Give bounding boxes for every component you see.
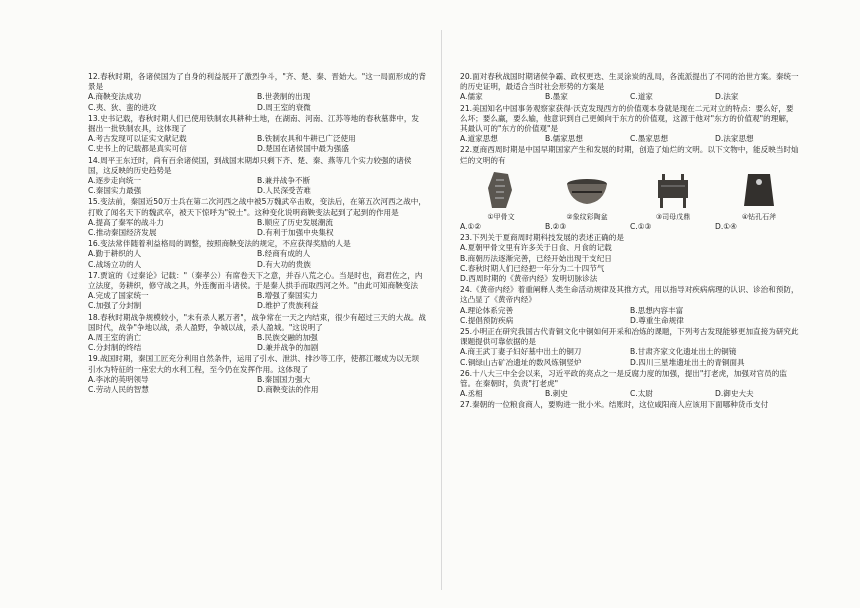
answer-option[interactable]: D.维护了贵族利益 <box>257 301 319 311</box>
question-block <box>88 313 426 355</box>
question-stem: 14.周平王东迁时，尚有百余诸侯国，到战国末期却只剩下齐、楚、秦、燕等几个实力较强的诸侯国，这反映的历史趋势是 <box>88 155 412 175</box>
answer-options <box>88 375 426 395</box>
answer-option[interactable]: C.战场立功的人 <box>88 259 142 269</box>
question-block <box>88 197 426 239</box>
artifact-images <box>466 170 794 222</box>
answer-option[interactable]: C.铜绿山古矿冶遗址的数风炼铜竖炉 <box>460 357 582 367</box>
question-stem: 27.秦朝的一位粮食商人，要购进一批小米。结账时，这位咸阳商人应该用下面哪种货币支付 <box>460 400 769 410</box>
answer-option[interactable]: C.加强了分封制 <box>88 301 142 311</box>
answer-options <box>460 347 800 367</box>
answer-option[interactable]: B.秦国国力强大 <box>257 374 311 384</box>
question-stem: 25.小明正在研究我国古代青铜文化中铜如何开采和冶炼的课题，下列考古发现能够更加直接为研究此课题提供可靠依据的是 <box>460 327 799 347</box>
answer-option[interactable]: A.商鞅变法成功 <box>88 92 142 102</box>
artifact-figure <box>724 170 794 222</box>
answer-options <box>460 222 800 232</box>
question-block <box>88 114 426 156</box>
question-stem: 17.贾谊的《过秦论》记载："（秦孝公）有席卷天下之意，并吞八荒之心。当是时也，商君佐之，内立法度，务耕织，修守战之具，外连衡而斗诸侯。于是秦人拱手而取西河之外。"由此可知商鞅变法 <box>88 270 423 291</box>
answer-option[interactable]: D.周王室的衰微 <box>257 102 311 112</box>
question-block <box>460 285 800 327</box>
question-stem: 18.春秋时期战争规模较小，"未有杀人累万者"，战争常在一天之内结束，很少有超过三天的大战。战国时代，战争"争地以战，杀人盈野，争城以战，杀人盈城。"这说明了 <box>88 312 426 332</box>
answer-option[interactable]: D.有利于加强中央集权 <box>257 228 334 238</box>
answer-option[interactable]: B.兼并战争不断 <box>257 176 311 186</box>
answer-option[interactable]: C.提倡预防疾病 <box>460 315 514 325</box>
artifact-figure <box>638 170 708 222</box>
answer-option[interactable]: B.民族交融的加强 <box>257 333 318 343</box>
answer-options <box>460 134 800 144</box>
question-block <box>460 327 800 369</box>
question-block <box>460 104 800 146</box>
left-column <box>88 72 426 396</box>
question-stem: 26.十八大三中全会以来，习近平政的亮点之一是反腐力度的加强，提出"打老虎，加强对官员的监管。在秦朝时，负责"打老虎" <box>460 368 787 389</box>
answer-options <box>88 333 426 353</box>
question-stem: 16.变法常伴随着利益格局的调整，按照商鞅变法的规定，不应获得奖励的人是 <box>88 239 351 249</box>
question-stem: 21.美国知名中国事务观察家获得·沃克发现西方的价值观本身就是现在二元对立的特点：要么好，要么坏；要么赢，要么输，他意识到自己更倾向于东方的价值观，这源于他对"东方的价值观"的理解，其最认可的"东方的价值观"是 <box>460 103 794 134</box>
question-stem: 19.战国时期，秦国工匠充分利用自然条件，运用了引水、泄洪、排沙等工序，使都江堰成为以无坝引水为特征的一座宏大的水利工程，至今仍在发挥作用。这体现了 <box>88 354 420 374</box>
answer-option[interactable]: A.周王室的消亡 <box>88 333 142 343</box>
answer-option[interactable]: B.甘肃齐家文化遗址出土的铜镜 <box>630 347 737 357</box>
answer-option[interactable]: A.完成了国家统一 <box>88 291 149 301</box>
answer-option[interactable]: B.商朝历法逐渐完善，已经开始出现干支纪日 <box>460 253 612 263</box>
answer-options <box>88 134 426 154</box>
answer-option[interactable]: A.理论体系完善 <box>460 305 514 315</box>
answer-option[interactable]: B.经商有成的人 <box>257 249 311 259</box>
answer-option[interactable]: D.人民深受苦难 <box>257 186 311 196</box>
question-block <box>460 233 800 285</box>
answer-options <box>460 306 800 326</box>
question-stem: 23.下列关于夏商周时期科技发展的表述正确的是 <box>460 233 624 243</box>
answer-option[interactable]: B.世袭制的出现 <box>257 92 311 102</box>
answer-option[interactable]: A.勤于耕织的人 <box>88 249 142 259</box>
question-stem: 13.史书记载，春秋时期人们已使用铁制农具耕种土地，在湖南、河南、江苏等地的春秋墓葬中，发掘出一批铁制农具，这体现了 <box>88 113 420 134</box>
answer-option[interactable]: A.道家思想 <box>460 134 498 144</box>
answer-option[interactable]: B.刺史 <box>545 389 568 399</box>
answer-options <box>460 243 800 284</box>
answer-option[interactable]: D.尊重生命规律 <box>630 315 684 325</box>
answer-option[interactable]: B.儒家思想 <box>545 134 583 144</box>
right-column <box>460 72 800 412</box>
question-stem: 12.春秋时期，各诸侯国为了自身的利益展开了激烈争斗，"齐、楚、秦、晋始大。"这一局面形成的背景是 <box>88 72 426 92</box>
answer-option[interactable]: C.墨家思想 <box>630 134 669 144</box>
answer-option[interactable]: A.丞相 <box>460 389 483 399</box>
question-block <box>88 271 426 313</box>
artifact-image <box>564 170 610 210</box>
artifact-figure <box>466 170 536 222</box>
answer-option[interactable]: C.夷、狄、蛮的进攻 <box>88 102 157 112</box>
answer-option[interactable]: A.商王武丁妻子妇好墓中出土的铜刀 <box>460 347 582 357</box>
answer-options <box>88 92 426 112</box>
answer-option[interactable]: D.楚国在诸侯国中最为强盛 <box>257 144 349 154</box>
answer-option[interactable]: C.秦国实力最强 <box>88 186 142 196</box>
artifact-image <box>736 170 782 210</box>
answer-option[interactable]: A.考古发现可以证实文献记载 <box>88 134 187 144</box>
answer-option[interactable]: D.商鞅变法的作用 <box>257 385 319 395</box>
answer-options <box>88 218 426 238</box>
answer-option[interactable]: D.法家思想 <box>715 134 754 144</box>
answer-option[interactable]: A.提高了秦军的战斗力 <box>88 217 164 227</box>
question-block <box>460 72 800 104</box>
artifact-caption: ②象纹彩陶盆 <box>566 212 608 221</box>
answer-option[interactable]: A.儒家 <box>460 92 483 102</box>
answer-option[interactable]: D.法家 <box>715 92 739 102</box>
question-stem: 20.面对春秋战国时期诸侯争霸、政权更迭、生灵涂炭的乱局，各流派提出了不同的治世方案。秦统一的历史证明，最适合当时社会形势的方案是 <box>460 72 799 92</box>
answer-option[interactable]: C.推动秦国经济发展 <box>88 228 157 238</box>
artifact-caption: ①甲骨文 <box>487 212 515 221</box>
question-block <box>460 369 800 401</box>
question-stem: 15.变法前，秦国近50万士兵在第二次河西之战中被5万魏武卒击败，变法后，在第五次河西之战中，打败了闻名天下的魏武卒，被天下惊呼为"锐士"。这种变化说明商鞅变法起到了起到的作用是 <box>88 197 426 217</box>
answer-options <box>460 389 800 399</box>
answer-option[interactable]: B.顺应了历史发展潮流 <box>257 217 333 227</box>
answer-option[interactable]: D.有大功的贵族 <box>257 259 311 269</box>
answer-options <box>460 92 800 102</box>
answer-option[interactable]: D.兼并战争的加剧 <box>257 343 319 353</box>
question-stem: 22.夏商西周时期是中国早期国家产生和发展的时期，创造了灿烂的文明。以下文物中，能反映当时灿烂的文明的有 <box>460 145 799 165</box>
answer-option[interactable]: D.①④ <box>715 222 737 232</box>
artifact-caption: ④钻孔石斧 <box>741 212 777 221</box>
answer-option[interactable]: C.①③ <box>630 222 652 232</box>
question-stem: 24.《黄帝内经》着重阐释人类生命活动规律及其推方式，用以指导对疾病病理的认识、诊治和预防，这凸显了《黄帝内经》 <box>460 285 799 305</box>
answer-option[interactable]: A.李冰的英明领导 <box>88 374 149 384</box>
question-block <box>88 354 426 396</box>
answer-option[interactable]: A.逐步走向统一 <box>88 176 142 186</box>
question-block <box>88 72 426 114</box>
artifact-caption: ③司母戊鼎 <box>655 212 691 221</box>
answer-option[interactable]: B.②③ <box>545 222 567 232</box>
artifact-image <box>650 170 696 210</box>
answer-option[interactable]: D.西周时期的《黄帝内经》发明切脉诊法 <box>460 274 598 284</box>
question-block <box>460 400 800 411</box>
answer-option[interactable]: C.太尉 <box>630 389 653 399</box>
answer-option[interactable]: B.铁制农具和牛耕已广泛使用 <box>257 134 356 144</box>
answer-option[interactable]: C.春秋时期人们已经把一年分为二十四节气 <box>460 263 605 273</box>
answer-options <box>88 176 426 196</box>
artifact-image <box>478 170 524 210</box>
question-block <box>460 145 800 233</box>
answer-option[interactable]: C.史书上的记载都是真实可信 <box>88 144 187 154</box>
page-fold-divider <box>441 30 442 590</box>
artifact-figure <box>552 170 622 222</box>
answer-option[interactable]: C.道家 <box>630 92 653 102</box>
answer-options <box>88 291 426 311</box>
question-block <box>88 239 426 271</box>
answer-option[interactable]: B.增强了秦国实力 <box>257 291 318 301</box>
answer-option[interactable]: D.四川三星堆遗址出土的青铜面具 <box>630 357 745 367</box>
answer-option[interactable]: A.①② <box>460 222 482 232</box>
question-block <box>88 156 426 198</box>
answer-option[interactable]: C.分封制的终结 <box>88 343 142 353</box>
answer-option[interactable]: B.思想内容丰富 <box>630 305 684 315</box>
answer-option[interactable]: C.劳动人民的智慧 <box>88 385 149 395</box>
answer-option[interactable]: A.夏朝甲骨文里有许多关于日食、月食的记载 <box>460 243 612 253</box>
answer-option[interactable]: D.御史大夫 <box>715 389 754 399</box>
answer-option[interactable]: B.墨家 <box>545 92 568 102</box>
answer-options <box>88 249 426 269</box>
